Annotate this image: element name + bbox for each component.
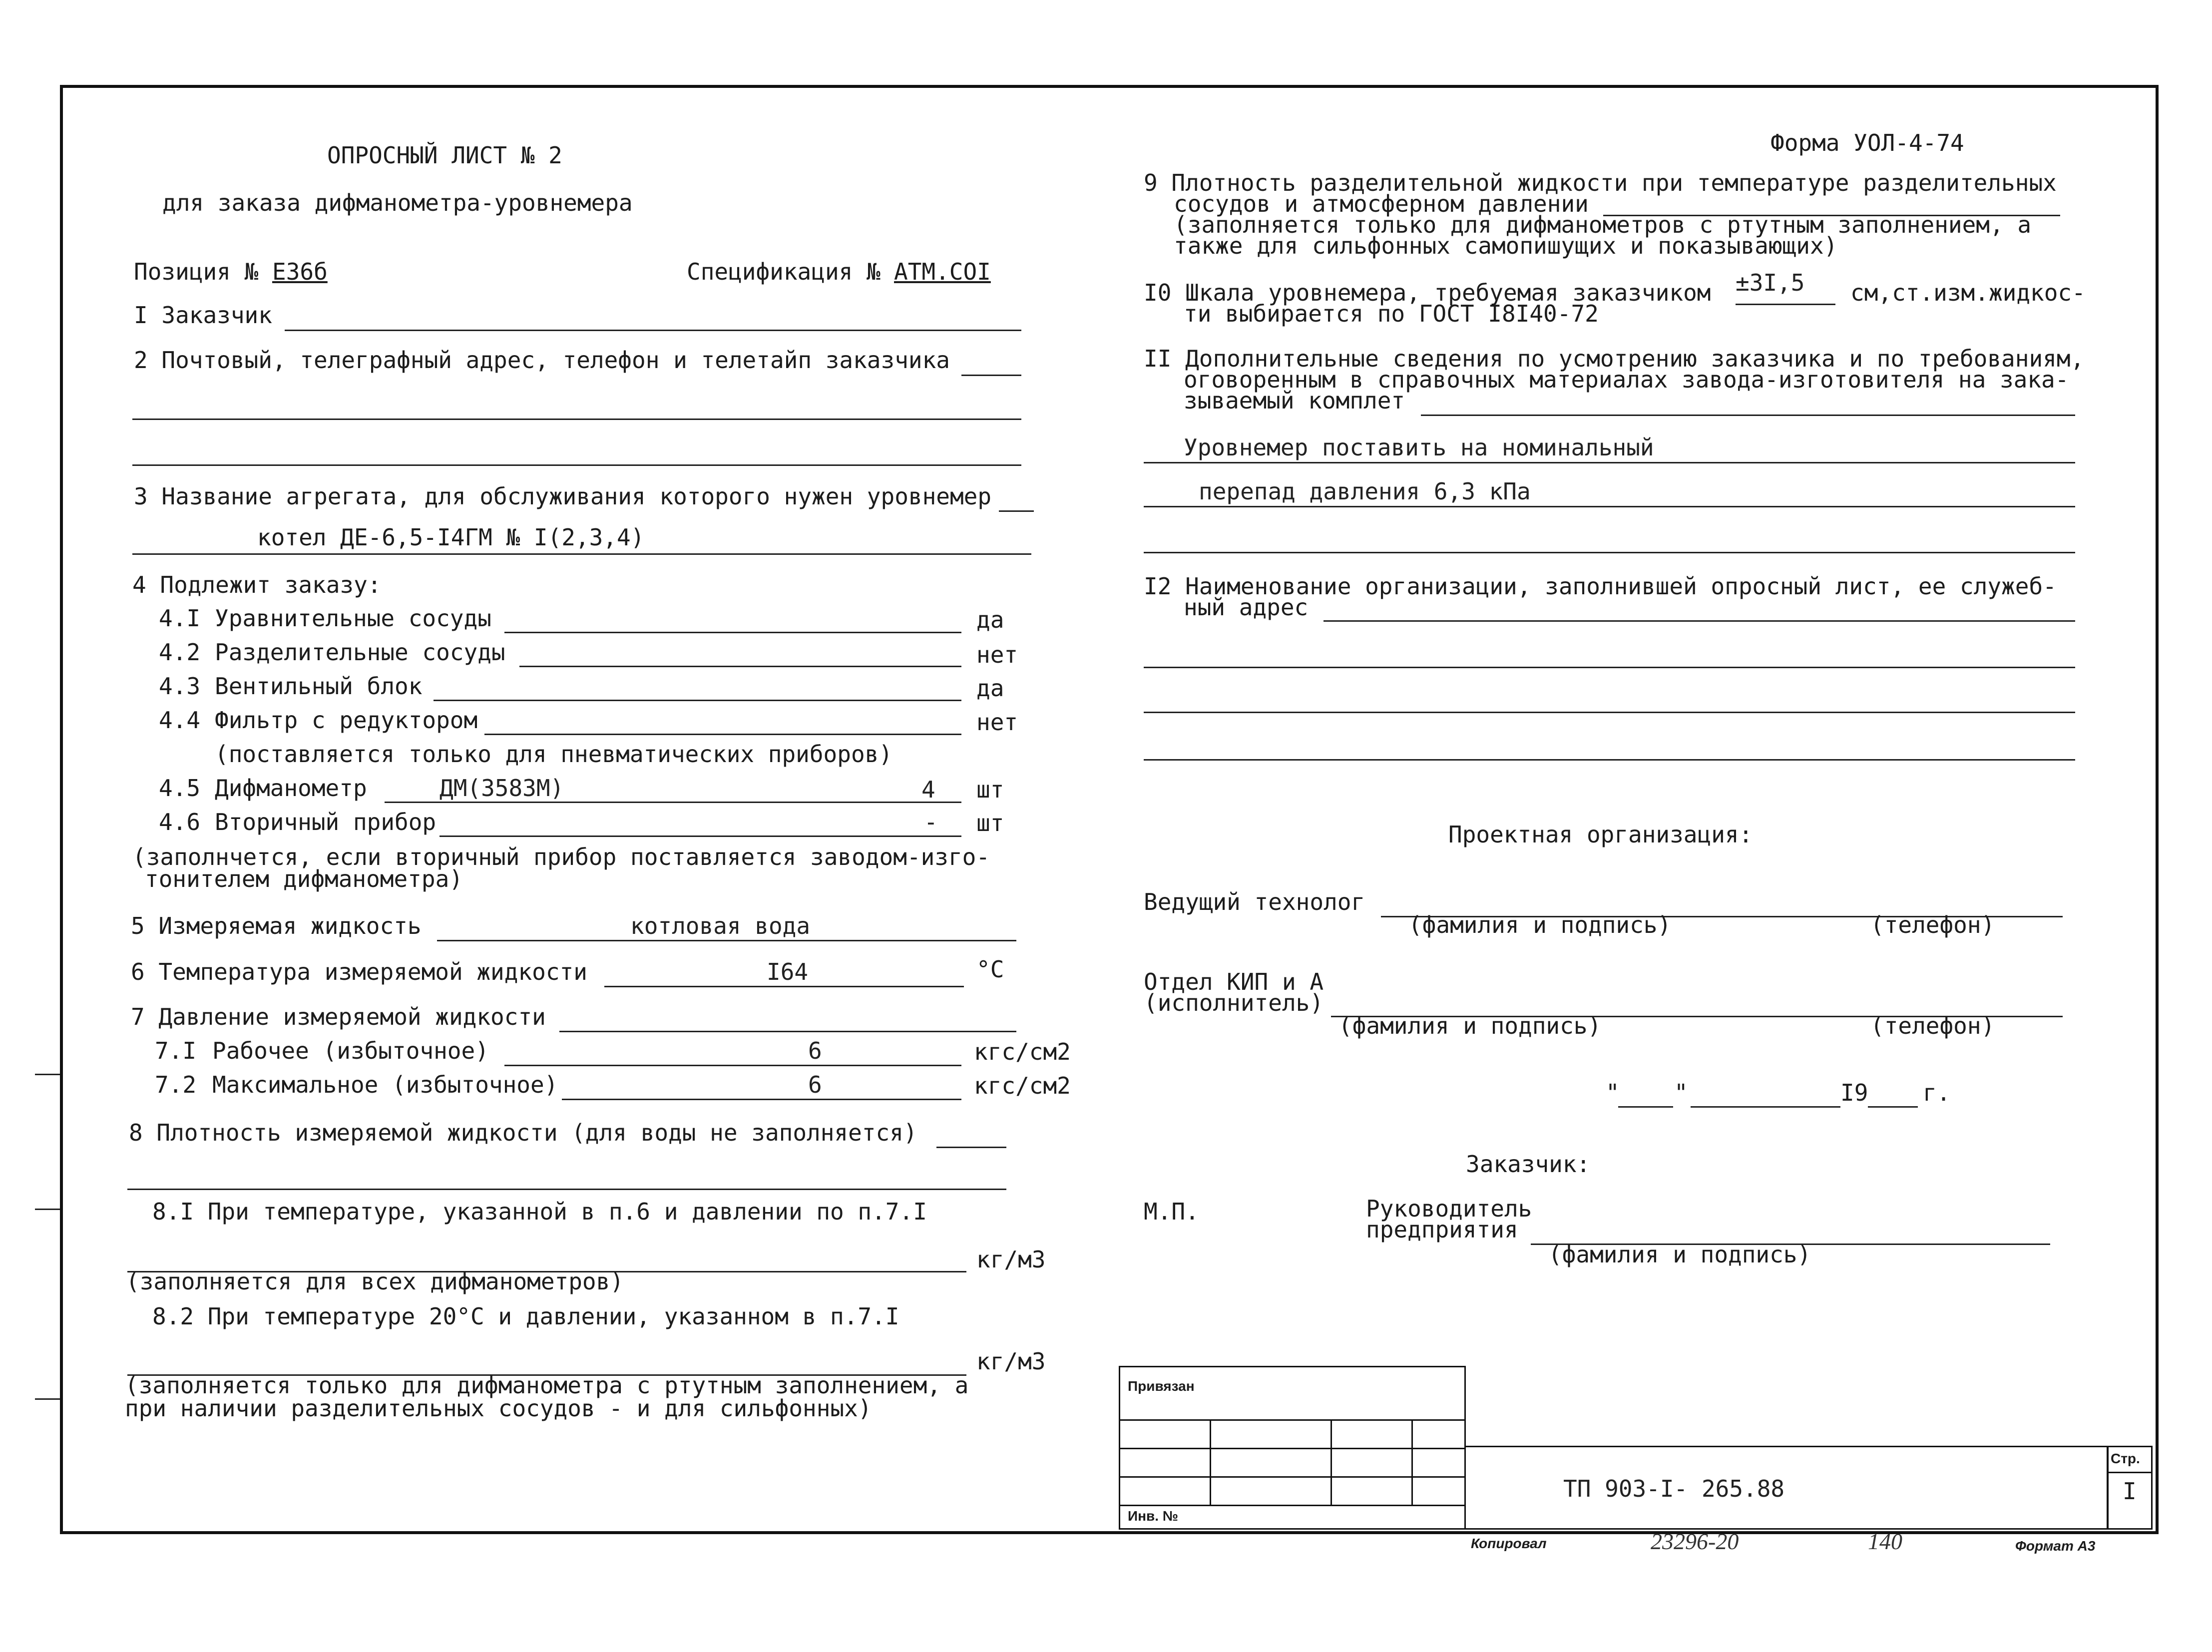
item6-label: 6 Температура измеряемой жидкости — [131, 958, 587, 985]
item4-secondary-note-2: тонителем дифманометра) — [145, 865, 463, 892]
item8-line-a — [936, 1147, 1006, 1148]
item4-1-end: да — [976, 606, 1004, 633]
item8-2-label: 8.2 При температуре 20°С и давлении, указанном в п.7.I — [152, 1303, 899, 1330]
stamp-grid-row1-c — [1330, 1419, 1413, 1449]
item4-4-line — [484, 734, 961, 735]
item2-line-c — [132, 464, 1021, 466]
kip-label-1: Отдел КИП и А — [1144, 968, 1324, 995]
item12-line2: ный адрес — [1184, 594, 1309, 621]
stamp-grid-row1-b — [1210, 1419, 1332, 1449]
stamp-place: М.П. — [1144, 1198, 1199, 1225]
item5-line — [437, 940, 1016, 941]
item11-line-a — [1421, 414, 2075, 416]
item7-1-line — [504, 1065, 961, 1066]
item7-2-num: 7.2 — [155, 1071, 197, 1098]
item7-1-num: 7.I — [155, 1037, 197, 1064]
item12-line-a — [1324, 620, 2075, 622]
stamp-grid-row2-c — [1330, 1448, 1413, 1478]
item3-line-b — [132, 553, 1031, 555]
lead-phone: (телефон) — [1870, 911, 1995, 938]
kip-label-2: (исполнитель) — [1144, 989, 1324, 1016]
date-month-line — [1691, 1106, 1840, 1108]
item11-line-b — [1144, 462, 2075, 463]
item3-value: котел ДЕ-6,5-I4ГМ № I(2,3,4) — [257, 524, 645, 551]
item6-value: I64 — [767, 958, 809, 985]
item2-line-b — [132, 418, 1021, 420]
item4-6-num: 4.6 — [159, 809, 201, 835]
date-year-suffix: г. — [1923, 1079, 1951, 1106]
date-year-prefix: I9 — [1840, 1079, 1868, 1106]
item9-line4: также для сильфонных самопишущих и показывающих) — [1174, 232, 1838, 259]
item7-2-label: Максимальное (избыточное) — [212, 1071, 558, 1098]
item4-3-label: Вентильный блок — [215, 673, 423, 700]
item4-2-end: нет — [976, 641, 1018, 668]
date-quote-open: " — [1606, 1079, 1620, 1106]
item11-value1: Уровнемер поставить на номинальный — [1184, 434, 1654, 461]
lead-technologist-label: Ведущий технолог — [1144, 888, 1365, 915]
stamp-grid-row3-a — [1119, 1476, 1211, 1506]
item1-label: I Заказчик — [134, 302, 272, 329]
item4-5-value: ДМ(3583М) — [440, 775, 564, 802]
item11-line-c — [1144, 506, 2075, 507]
item8-2-note-1: (заполняется только для дифманометра с ртутным заполнением, а — [125, 1372, 969, 1399]
stamp-grid-row3-b — [1210, 1476, 1332, 1506]
customer-title: Заказчик: — [1466, 1151, 1591, 1178]
date-quote-close: " — [1674, 1079, 1688, 1106]
footer-format: Формат А3 — [2015, 1538, 2096, 1554]
stamp-grid-row1-d — [1411, 1419, 1466, 1449]
specification-value: АТМ.СОI — [894, 258, 991, 285]
date-year-line — [1868, 1106, 1918, 1108]
item6-line — [604, 986, 964, 987]
item4-4-num: 4.4 — [159, 707, 201, 734]
item7-2-line — [562, 1099, 961, 1100]
customer-head-1: Руководитель — [1366, 1195, 1532, 1222]
item4-5-end: шт — [976, 776, 1004, 803]
item5-value: котловая вода — [630, 912, 811, 939]
stamp-grid-row3-c — [1330, 1476, 1413, 1506]
item4-6-end: шт — [976, 810, 1004, 836]
item8-1-label: 8.I При температуре, указанной в п.6 и давлении по п.7.I — [152, 1198, 927, 1225]
item8-1-note: (заполняется для всех дифманометров) — [126, 1268, 624, 1295]
stamp-doc-cell — [1464, 1446, 2109, 1530]
item4-1-num: 4.I — [159, 605, 201, 632]
item2-line-a — [961, 375, 1021, 376]
item4-4-label: Фильтр с редуктором — [215, 707, 478, 734]
footer-number: 23296-20 — [1651, 1529, 1739, 1554]
item4-2-num: 4.2 — [159, 639, 201, 666]
stamp-page-num: I — [2123, 1478, 2137, 1505]
item4-5-num: 4.5 — [159, 775, 201, 802]
item7-1-value: 6 — [808, 1037, 822, 1064]
item3-line-a — [999, 510, 1034, 512]
item7-1-unit: кгс/см2 — [974, 1038, 1071, 1065]
binding-mark-1 — [35, 1074, 60, 1075]
item10-value: ±3I,5 — [1736, 269, 1805, 296]
item4-filter-note: (поставляется только для пневматических приборов) — [215, 741, 893, 768]
item4-1-label: Уравнительные сосуды — [215, 605, 491, 632]
item12-line-c — [1144, 712, 2075, 713]
item9-line3: (заполняется только для дифманометров с ртутным заполнением, а — [1174, 211, 2032, 238]
item12-line1: I2 Наименование организации, заполнившей опросный лист, ее служеб- — [1144, 573, 2057, 600]
item4-3-line — [434, 700, 961, 701]
item4-2-line — [519, 666, 961, 667]
item10-line1a: I0 Шкала уровнемера, требуемая заказчиком — [1144, 279, 1711, 306]
item9-line2: сосудов и атмосферном давлении — [1174, 190, 1589, 217]
form-subtitle: для заказа дифманометра-уровнемера — [162, 189, 633, 216]
customer-name-sig: (фамилия и подпись) — [1548, 1241, 1811, 1268]
item8-label: 8 Плотность измеряемой жидкости (для воды не заполняется) — [129, 1119, 917, 1146]
binding-mark-3 — [35, 1398, 60, 1400]
item10-line2: ти выбирается по ГОСТ I8I40-72 — [1184, 300, 1599, 327]
item4-5-label: Дифманометр — [215, 775, 367, 802]
position-value: Е36б — [272, 258, 328, 285]
item7-2-unit: кгс/см2 — [974, 1072, 1071, 1099]
position-label: Позиция № — [134, 258, 259, 285]
item7-label: 7 Давление измеряемой жидкости — [131, 1003, 546, 1030]
item12-line-b — [1144, 667, 2075, 668]
item4-6-line — [440, 835, 961, 837]
item10-line — [1736, 304, 1835, 305]
footer-copied-label: Копировал — [1471, 1536, 1547, 1551]
item7-line — [559, 1031, 1016, 1032]
item7-1-label: Рабочее (избыточное) — [212, 1037, 489, 1064]
kip-phone: (телефон) — [1870, 1012, 1995, 1039]
item11-line3: зываемый комплет — [1184, 387, 1405, 414]
item3-label: 3 Название агрегата, для обслуживания которого нужен уровнемер — [134, 483, 992, 510]
item11-value2: перепад давления 6,3 кПа — [1199, 478, 1531, 505]
item4-6-qty: - — [924, 809, 938, 835]
item6-unit: °С — [976, 956, 1004, 983]
lead-name-sig: (фамилия и подпись) — [1408, 911, 1672, 938]
item5-label: 5 Измеряемая жидкость — [131, 912, 422, 939]
item7-2-value: 6 — [808, 1071, 822, 1098]
stamp-grid-row1-a — [1119, 1419, 1211, 1449]
footer-page: 140 — [1868, 1529, 1902, 1554]
item4-5-qty: 4 — [921, 776, 935, 803]
item4-1-line — [504, 632, 961, 633]
item4-label: 4 Подлежит заказу: — [132, 571, 382, 598]
stamp-grid-row3-d — [1411, 1476, 1466, 1506]
specification-label: Спецификация № — [687, 258, 881, 285]
item4-6-label: Вторичный прибор — [215, 809, 437, 835]
stamp-inv-label: Инв. № — [1128, 1508, 1179, 1524]
item4-3-end: да — [976, 675, 1004, 702]
item4-2-label: Разделительные сосуды — [215, 639, 505, 666]
item11-line2: оговоренным в справочных материалах завода-изготовителя на зака- — [1184, 366, 2069, 393]
item4-3-num: 4.3 — [159, 673, 201, 700]
form-title: ОПРОСНЫЙ ЛИСТ № 2 — [327, 142, 562, 169]
date-day-line — [1618, 1106, 1673, 1108]
kip-name-sig: (фамилия и подпись) — [1338, 1012, 1602, 1039]
item10-line1b: см,ст.изм.жидкос- — [1850, 279, 2086, 306]
stamp-grid-row2-d — [1411, 1448, 1466, 1478]
item8-1-unit: кг/м3 — [976, 1246, 1046, 1273]
form-code: Форма УОЛ-4-74 — [1770, 129, 1964, 156]
stamp-page-label: Стр. — [2111, 1451, 2140, 1466]
stamp-privyazan-label: Привязан — [1128, 1378, 1195, 1394]
item9-line1: 9 Плотность разделительной жидкости при температуре разделительных — [1144, 169, 2057, 196]
stamp-grid-row2-a — [1119, 1448, 1211, 1478]
stamp-doc-code: ТП 903-I- 265.88 — [1563, 1475, 1785, 1502]
stamp-grid-row2-b — [1210, 1448, 1332, 1478]
customer-head-2: предприятия — [1366, 1216, 1518, 1243]
item4-4-end: нет — [976, 709, 1018, 736]
item8-2-unit: кг/м3 — [976, 1348, 1046, 1375]
item2-label: 2 Почтовый, телеграфный адрес, телефон и телетайп заказчика — [134, 347, 950, 374]
item11-line1: II Дополнительные сведения по усмотрению заказчика и по требованиям, — [1144, 345, 2085, 372]
item8-line-b — [127, 1189, 1006, 1190]
item4-5-line — [385, 802, 961, 803]
binding-mark-2 — [35, 1209, 60, 1210]
item8-2-note-2: при наличии разделительных сосудов - и для сильфонных) — [125, 1395, 872, 1422]
item1-line — [285, 330, 1021, 331]
project-org-title: Проектная организация: — [1448, 821, 1753, 848]
item4-secondary-note-1: (заполнчется, если вторичный прибор поставляется заводом-изго- — [132, 843, 990, 870]
item11-line-d — [1144, 552, 2075, 553]
item12-line-d — [1144, 759, 2075, 761]
